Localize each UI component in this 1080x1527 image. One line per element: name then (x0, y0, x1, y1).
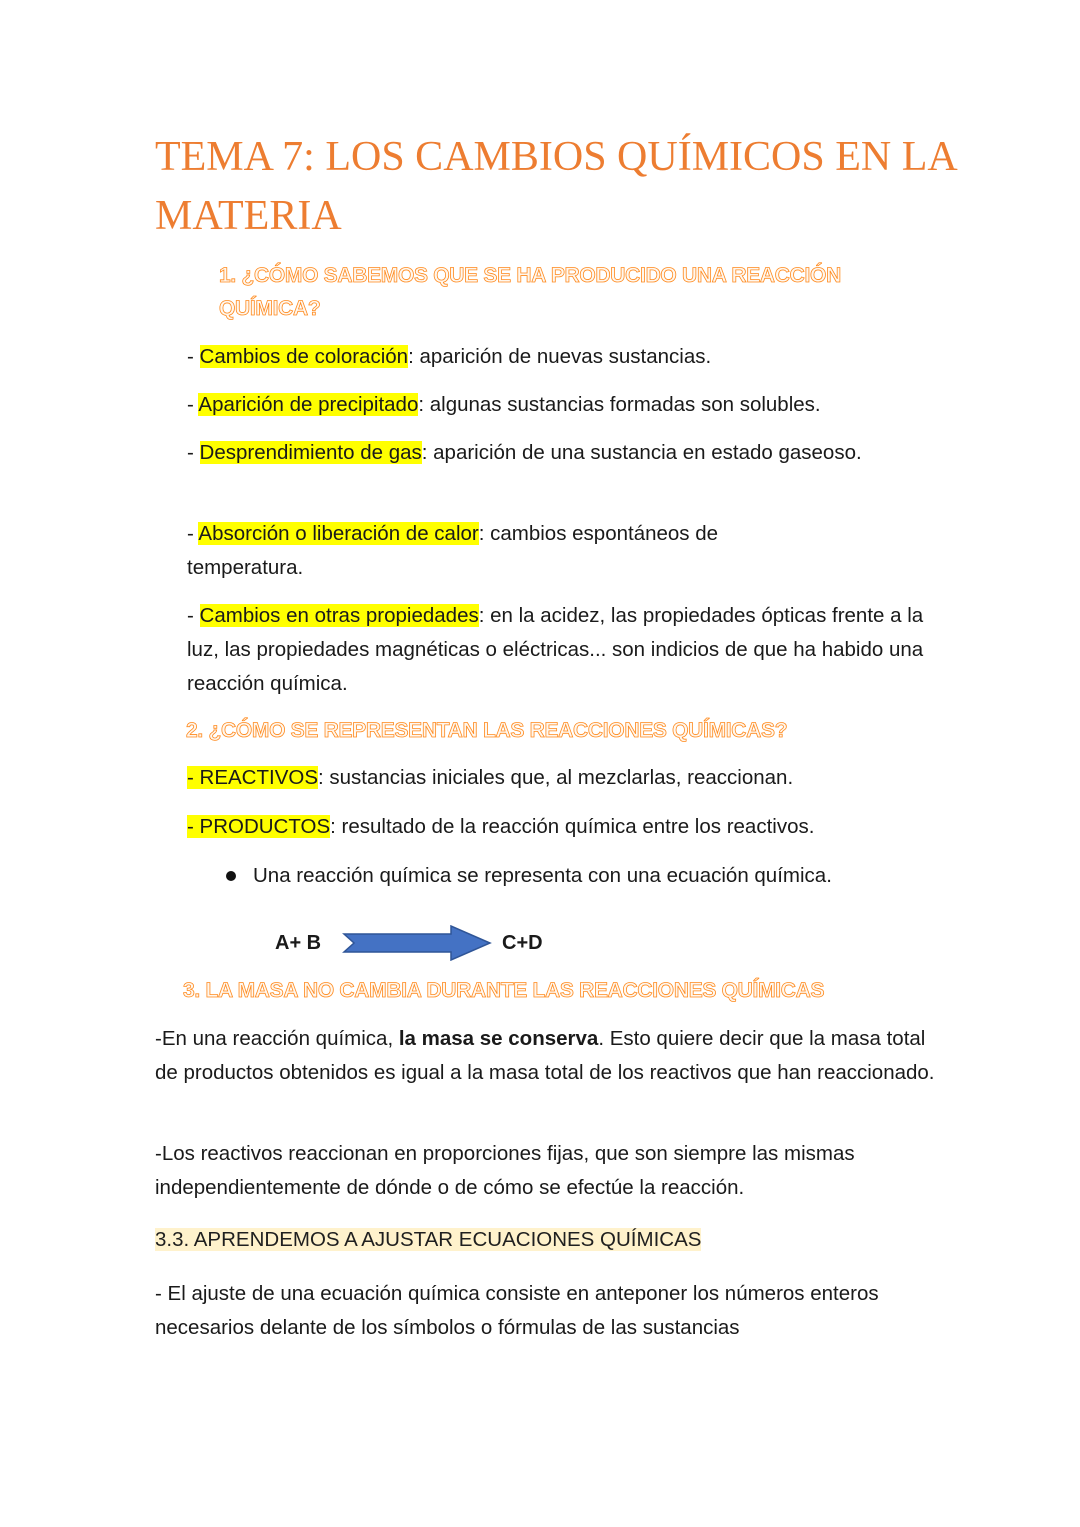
list-item (187, 761, 947, 795)
equation-products: C+D (502, 932, 543, 954)
item-term: Absorción o liberación de calor (198, 522, 479, 545)
bold-phrase: la masa se conserva (398, 1027, 599, 1050)
section1-heading: 1. ¿CÓMO SABEMOS QUE SE HA PRODUCIDO UNA REACCIÓN QUÍMICA? (219, 264, 841, 320)
item-dash: - (187, 441, 200, 464)
item-text: : algunas sustancias formadas son solubles. (418, 393, 821, 416)
item-dash: - (187, 522, 199, 545)
arrow-right-icon (336, 925, 496, 961)
list-item (187, 388, 947, 422)
item-term: Cambios de coloración (199, 345, 409, 368)
list-item (187, 517, 837, 585)
item-text: : en la acidez, las propiedades ópticas frente a la luz, las propiedades magnéticas o eléctricas... son indicios de que ha habido una reacción química. (187, 604, 924, 695)
bullet-icon (226, 871, 236, 881)
bullet-text: Una reacción química se representa con una ecuación química. (253, 864, 832, 887)
item-term: Cambios en otras propiedades (199, 604, 479, 627)
item-text: : aparición de nuevas sustancias. (408, 345, 712, 368)
section33-heading: 3.3. APRENDEMOS A AJUSTAR ECUACIONES QUÍMICAS (155, 1228, 702, 1251)
list-item (187, 810, 947, 844)
section2-heading: 2. ¿CÓMO SE REPRESENTAN LAS REACCIONES QUÍMICAS? (186, 719, 788, 742)
item-text: : sustancias iniciales que, al mezclarlas, reaccionan. (318, 766, 794, 789)
equation-reactants: A+ B (275, 932, 322, 954)
section33-paragraph-1: - El ajuste de una ecuación química consiste en anteponer los números enteros necesarios delante de los símbolos o fórmulas de las sustancias (155, 1282, 879, 1339)
page-title: TEMA 7: LOS CAMBIOS QUÍMICOS EN LA MATERIA (155, 134, 956, 239)
section3-paragraph-2: -Los reactivos reaccionan en proporciones fijas, que son siempre las mismas independientemente de dónde o de cómo se efectúe la reacción. (155, 1142, 855, 1199)
item-text: : cambios espontáneos de temperatura. (187, 522, 719, 579)
section3-paragraph-1: -En una reacción química, la masa se conserva. Esto quiere decir que la masa total de productos obtenidos es igual a la masa total de los reactivos que han reaccionado. (155, 1027, 935, 1084)
list-item (187, 599, 947, 701)
item-text: : aparición de una sustancia en estado gaseoso. (421, 441, 862, 464)
list-item (187, 436, 887, 470)
item-term: - PRODUCTOS (187, 815, 331, 838)
item-text: : resultado de la reacción química entre los reactivos. (330, 815, 815, 838)
section3-heading: 3. LA MASA NO CAMBIA DURANTE LAS REACCIONES QUÍMICAS (183, 979, 825, 1002)
item-dash: - (187, 345, 200, 368)
item-term: Desprendimiento de gas (199, 441, 422, 464)
list-item (187, 340, 947, 374)
item-term: Aparición de precipitado (198, 393, 419, 416)
item-dash: - (187, 604, 200, 627)
item-term: - REACTIVOS (187, 766, 318, 789)
item-dash: - (187, 393, 199, 416)
